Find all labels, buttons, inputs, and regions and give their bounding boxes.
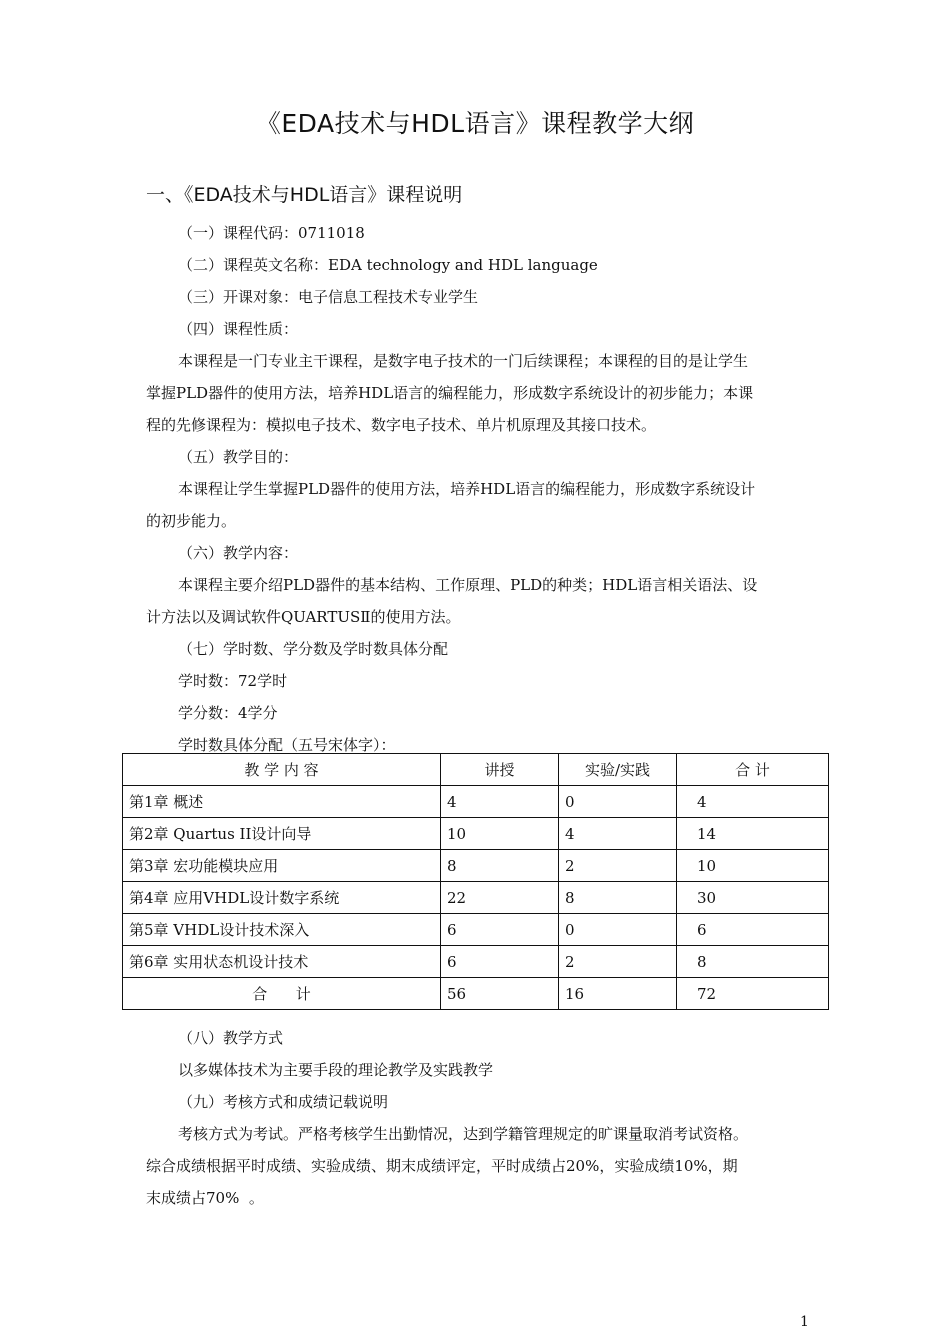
assessment-text: 考核方式为考试。严格考核学生出勤情况，达到学籍管理规定的旷课量取消考试资格。 (178, 1125, 749, 1143)
teaching-content-heading: （六）教学内容： (178, 544, 299, 562)
header-content: 教 学 内 容 (123, 754, 441, 786)
teaching-content-text: 计方法以及调试软件QUARTUSⅡ的使用方法。 (146, 608, 461, 626)
header-total: 合 计 (677, 754, 829, 786)
header-lab: 实验/实践 (559, 754, 677, 786)
chapter-cell: 第2章 Quartus II设计向导 (123, 818, 441, 850)
lab-cell: 4 (559, 818, 677, 850)
assessment-text: 末成绩占70% 。 (146, 1189, 264, 1207)
total-all: 72 (677, 978, 829, 1010)
page-number: 1 (800, 1314, 809, 1330)
lecture-cell: 4 (441, 786, 559, 818)
lecture-cell: 10 (441, 818, 559, 850)
table-total-row (123, 978, 829, 1010)
lecture-cell: 6 (441, 914, 559, 946)
teaching-goal-text: 的初步能力。 (146, 512, 237, 530)
total-lecture: 56 (441, 978, 559, 1010)
distribution-label: 学时数具体分配（五号宋体字）： (178, 736, 396, 754)
lecture-cell: 8 (441, 850, 559, 882)
lecture-cell: 22 (441, 882, 559, 914)
total-lab: 16 (559, 978, 677, 1010)
assessment-text: 综合成绩根据平时成绩、实验成绩、期末成绩评定，平时成绩占20%，实验成绩10%，期 (146, 1157, 738, 1175)
course-nature-heading: （四）课程性质： (178, 320, 299, 338)
table-row (123, 946, 829, 978)
course-code: （一）课程代码：0711018 (178, 224, 365, 242)
table-row (123, 914, 829, 946)
section-heading: 一、《EDA技术与HDL语言》课程说明 (146, 184, 463, 206)
chapter-cell: 第5章 VHDL设计技术深入 (123, 914, 441, 946)
course-english-name: （二）课程英文名称：EDA technology and HDL language (178, 256, 598, 274)
total-hours: 学时数：72学时 (178, 672, 288, 690)
lab-cell: 8 (559, 882, 677, 914)
course-nature-text: 掌握PLD器件的使用方法，培养HDL语言的编程能力，形成数字系统设计的初步能力；本课 (146, 384, 754, 402)
total-cell: 8 (677, 946, 829, 978)
lecture-cell: 6 (441, 946, 559, 978)
hours-heading: （七）学时数、学分数及学时数具体分配 (178, 640, 449, 658)
credits: 学分数：4学分 (178, 704, 278, 722)
table-row (123, 882, 829, 914)
teaching-goal-text: 本课程让学生掌握PLD器件的使用方法，培养HDL语言的编程能力，形成数字系统设计 (178, 480, 756, 498)
teaching-method-text: 以多媒体技术为主要手段的理论教学及实践教学 (178, 1061, 494, 1079)
hours-distribution-table (122, 753, 829, 1010)
document-title: 《EDA技术与HDL语言》课程教学大纲 (255, 109, 695, 138)
total-cell: 6 (677, 914, 829, 946)
total-cell: 14 (677, 818, 829, 850)
course-audience: （三）开课对象：电子信息工程技术专业学生 (178, 288, 479, 306)
lab-cell: 2 (559, 946, 677, 978)
course-nature-text: 本课程是一门专业主干课程，是数字电子技术的一门后续课程；本课程的目的是让学生 (178, 352, 749, 370)
teaching-method-heading: （八）教学方式 (178, 1029, 284, 1047)
table-header-row (123, 754, 829, 786)
chapter-cell: 第4章 应用VHDL设计数字系统 (123, 882, 441, 914)
total-cell: 10 (677, 850, 829, 882)
chapter-cell: 第1章 概述 (123, 786, 441, 818)
total-cell: 30 (677, 882, 829, 914)
lab-cell: 0 (559, 786, 677, 818)
lab-cell: 0 (559, 914, 677, 946)
chapter-cell: 第6章 实用状态机设计技术 (123, 946, 441, 978)
total-label: 合 计 (123, 978, 441, 1010)
table-row (123, 786, 829, 818)
course-nature-text: 程的先修课程为：模拟电子技术、数字电子技术、单片机原理及其接口技术。 (146, 416, 657, 434)
lab-cell: 2 (559, 850, 677, 882)
header-lecture: 讲授 (441, 754, 559, 786)
total-cell: 4 (677, 786, 829, 818)
teaching-goal-heading: （五）教学目的： (178, 448, 299, 466)
assessment-heading: （九）考核方式和成绩记载说明 (178, 1093, 389, 1111)
table-row (123, 850, 829, 882)
chapter-cell: 第3章 宏功能模块应用 (123, 850, 441, 882)
teaching-content-text: 本课程主要介绍PLD器件的基本结构、工作原理、PLD的种类；HDL语言相关语法、设 (178, 576, 758, 594)
table-row (123, 818, 829, 850)
